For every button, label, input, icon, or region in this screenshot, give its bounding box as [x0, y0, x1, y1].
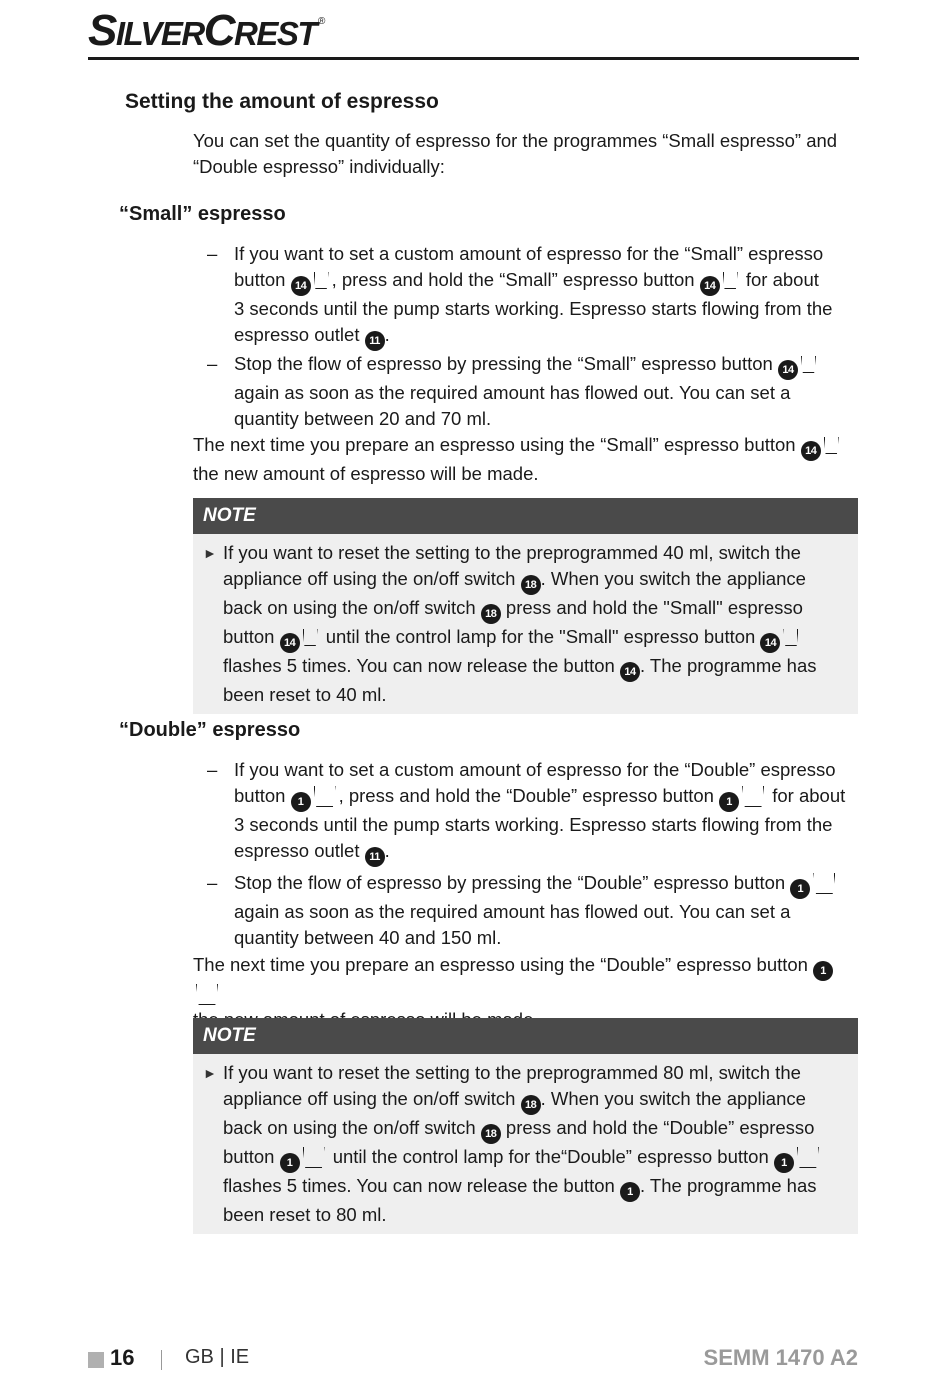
double-step-1: – If you want to set a custom amount of espresso for the “Double” espresso button 1 , press and hold the “Double” espresso button 1 for about 3 seconds until the pump starts working. Espresso starts flowing from the espresso outlet 11 .: [207, 757, 859, 867]
ref-number: 1: [790, 879, 810, 899]
ref-number: 14: [760, 633, 780, 653]
small-cup-icon: [801, 356, 816, 373]
double-heading: “Double” espresso: [119, 719, 301, 741]
ref-number: 1: [280, 1153, 300, 1173]
double-cup-icon: [813, 873, 835, 894]
language-codes: GB | IE: [185, 1346, 250, 1368]
ref-number: 18: [521, 1095, 541, 1115]
ref-number: 14: [778, 360, 798, 380]
note-title: NOTE: [193, 1018, 858, 1054]
ref-number: 1: [813, 961, 833, 981]
note-title: NOTE: [193, 498, 858, 534]
small-cup-icon: [824, 437, 839, 454]
ref-number: 14: [801, 441, 821, 461]
ref-number: 1: [719, 792, 739, 812]
ref-number: 11: [365, 847, 385, 867]
double-cup-icon: [314, 786, 336, 807]
ref-number: 14: [620, 662, 640, 682]
double-cup-icon: [797, 1147, 819, 1168]
page-number: 16: [110, 1345, 135, 1370]
ref-number: 1: [620, 1182, 640, 1202]
small-cup-icon: [783, 629, 798, 646]
small-step-2: – Stop the flow of espresso by pressing the “Small” espresso button 14 again as soon as the required amount has flowed out. You can set a quantity between 20 and 70 ml.: [207, 351, 859, 432]
ref-number: 14: [291, 276, 311, 296]
footer-square-icon: [88, 1352, 104, 1368]
brand-logo: SILVERCREST ®: [88, 6, 324, 55]
small-cup-icon: [723, 272, 738, 289]
small-next-time: The next time you prepare an espresso using the “Small” espresso button 14 the new amount of espresso will be made.: [193, 432, 858, 487]
small-heading: “Small” espresso: [119, 203, 286, 225]
ref-number: 18: [481, 1124, 501, 1144]
section-title: Setting the amount of espresso: [125, 90, 439, 113]
arrow-icon: ►: [203, 1065, 217, 1081]
ref-number: 1: [291, 792, 311, 812]
double-cup-icon: [742, 786, 764, 807]
ref-number: 14: [700, 276, 720, 296]
double-cup-icon: [303, 1147, 325, 1168]
small-cup-icon: [314, 272, 329, 289]
small-cup-icon: [303, 629, 318, 646]
double-cup-icon: [196, 984, 218, 1005]
model-number: SEMM 1470 A2: [703, 1345, 858, 1370]
header-rule: [88, 57, 859, 60]
ref-number: 11: [365, 331, 385, 351]
double-step-2: – Stop the flow of espresso by pressing the “Double” espresso button 1 again as soon as the required amount has flowed out. You can set a quantity between 40 and 150 ml.: [207, 870, 859, 951]
small-step-1: – If you want to set a custom amount of espresso for the “Small” espresso button 14 , press and hold the “Small” espresso button 14 for about 3 seconds until the pump starts working. Espresso starts flowing from the espresso outlet 11 .: [207, 241, 859, 351]
ref-number: 18: [481, 604, 501, 624]
double-note-box: NOTE ► If you want to reset the setting to the preprogrammed 80 ml, switch the appliance off using the on/off switch 18 . When you switch the appliance back on using the on/off switch 18 press and hold the “Double” espresso button 1 until the control lamp for the“Double” espresso button 1 flashes 5 times. You can now release the button 1 . The programme has been reset to 80 ml.: [193, 1018, 858, 1234]
small-note-box: NOTE ► If you want to reset the setting to the preprogrammed 40 ml, switch the appliance off using the on/off switch 18 . When you switch the appliance back on using the on/off switch 18 press and hold the "Small" espresso button 14 until the control lamp for the "Small" espresso button 14 flashes 5 times. You can now release the button 14 . The programme has been reset to 40 ml.: [193, 498, 858, 714]
ref-number: 14: [280, 633, 300, 653]
arrow-icon: ►: [203, 545, 217, 561]
ref-number: 1: [774, 1153, 794, 1173]
intro-text: You can set the quantity of espresso for the programmes “Small espresso” and “Double espresso” individually:: [193, 130, 838, 177]
double-next-time: The next time you prepare an espresso using the “Double” espresso button 1: [193, 952, 858, 1033]
footer-divider: [161, 1350, 162, 1370]
ref-number: 18: [521, 575, 541, 595]
